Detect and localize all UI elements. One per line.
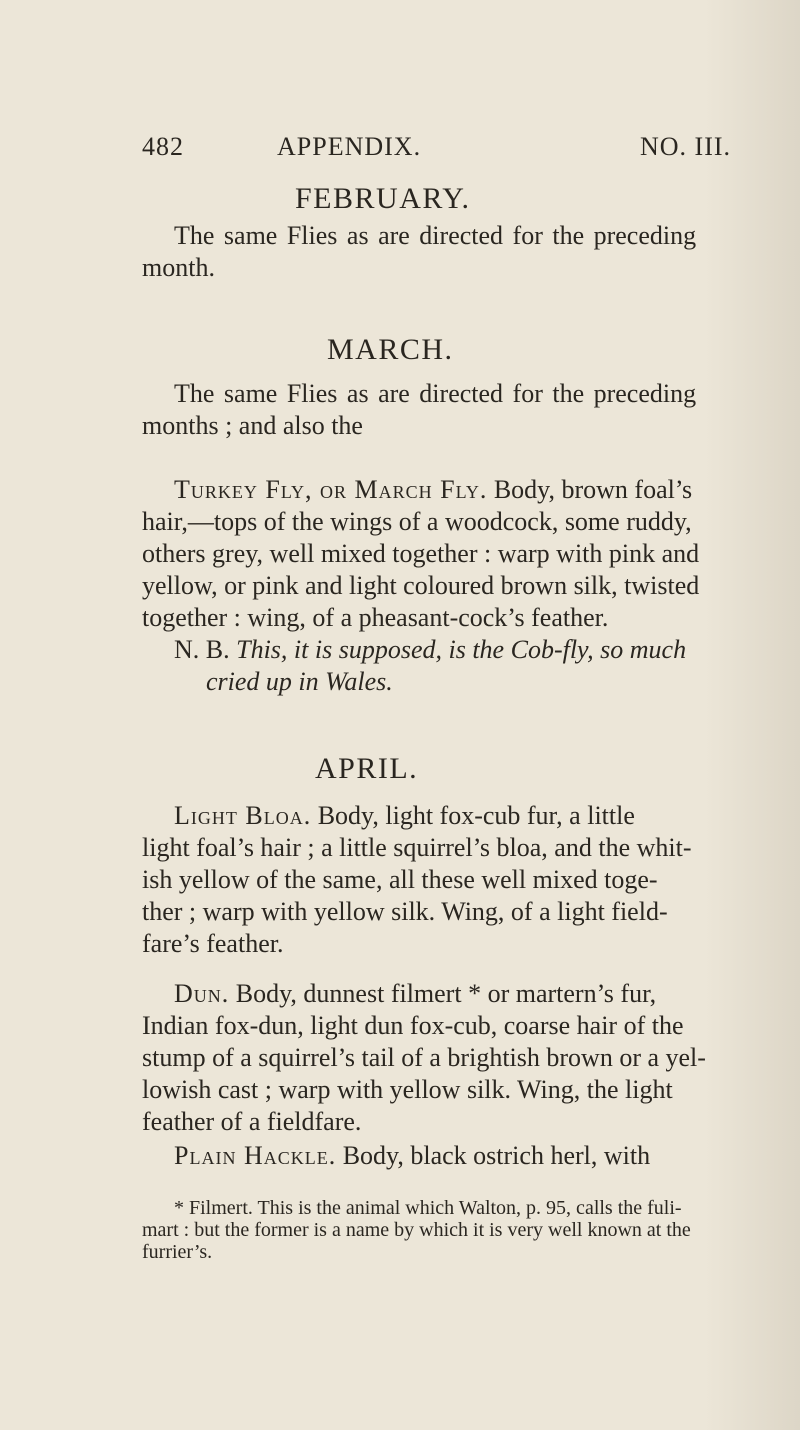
- running-title: APPENDIX.: [277, 132, 422, 161]
- nota-bene: [142, 634, 762, 698]
- text-line: cried up in Wales.: [206, 667, 393, 696]
- text-line: together : wing, of a pheasant-cock’s feather.: [142, 603, 609, 632]
- plain-hackle-entry: [142, 1140, 762, 1172]
- text-line: fare’s feather.: [142, 929, 284, 958]
- fly-name-light-bloa: Light Bloa.: [174, 801, 312, 830]
- nb-label: N. B.: [174, 635, 230, 664]
- march-intro-paragraph: [142, 378, 762, 442]
- footnote: [142, 1197, 762, 1263]
- dun-entry: [142, 978, 762, 1138]
- turkey-fly-entry: [142, 474, 762, 634]
- text-line: month.: [142, 253, 215, 282]
- text-line: feather of a fieldfare.: [142, 1107, 362, 1136]
- text-line: lowish cast ; warp with yellow silk. Wing, the light: [142, 1075, 673, 1104]
- text-line: ther ; warp with yellow silk. Wing, of a light field-: [142, 897, 668, 926]
- text-line: Body, dunnest filmert * or martern’s fur,: [235, 979, 657, 1008]
- february-paragraph: [142, 220, 762, 284]
- section-number: NO. III.: [640, 132, 732, 161]
- text-line: ish yellow of the same, all these well mixed toge-: [142, 865, 658, 894]
- text-line: months ; and also the: [142, 411, 363, 440]
- text-line: hair,—tops of the wings of a woodcock, some ruddy,: [142, 507, 692, 536]
- text-line: The same Flies as are directed for the preceding: [174, 221, 697, 250]
- text-line: The same Flies as are directed for the preceding: [174, 379, 697, 408]
- footnote-line: furrier’s.: [142, 1241, 213, 1263]
- text-line: Body, brown foal’s: [493, 475, 693, 504]
- text-line: stump of a squirrel’s tail of a brightish brown or a yel-: [142, 1043, 706, 1072]
- footnote-line: * Filmert. This is the animal which Walton, p. 95, calls the fuli-: [174, 1197, 682, 1219]
- heading-february: FEBRUARY.: [295, 182, 471, 215]
- light-bloa-entry: [142, 800, 762, 960]
- text-line: Body, light fox-cub fur, a little: [317, 801, 635, 830]
- text-line: This, it is supposed, is the Cob-fly, so much: [236, 635, 687, 664]
- heading-march: MARCH.: [327, 333, 454, 366]
- footnote-line: mart : but the former is a name by which it is very well known at the: [142, 1219, 691, 1241]
- text-line: Indian fox-dun, light dun fox-cub, coarse hair of the: [142, 1011, 684, 1040]
- page-number: 482: [142, 132, 184, 161]
- heading-april: APRIL.: [315, 752, 419, 785]
- text-line: yellow, or pink and light coloured brown silk, twisted: [142, 571, 700, 600]
- fly-name-dun: Dun.: [174, 979, 230, 1008]
- text-line: light foal’s hair ; a little squirrel’s bloa, and the whit-: [142, 833, 692, 862]
- fly-name-turkey: Turkey Fly, or March Fly.: [174, 475, 488, 504]
- text-line: others grey, well mixed together : warp with pink and: [142, 539, 700, 568]
- text-line: Body, black ostrich herl, with: [342, 1141, 651, 1170]
- fly-name-plain-hackle: Plain Hackle.: [174, 1141, 337, 1170]
